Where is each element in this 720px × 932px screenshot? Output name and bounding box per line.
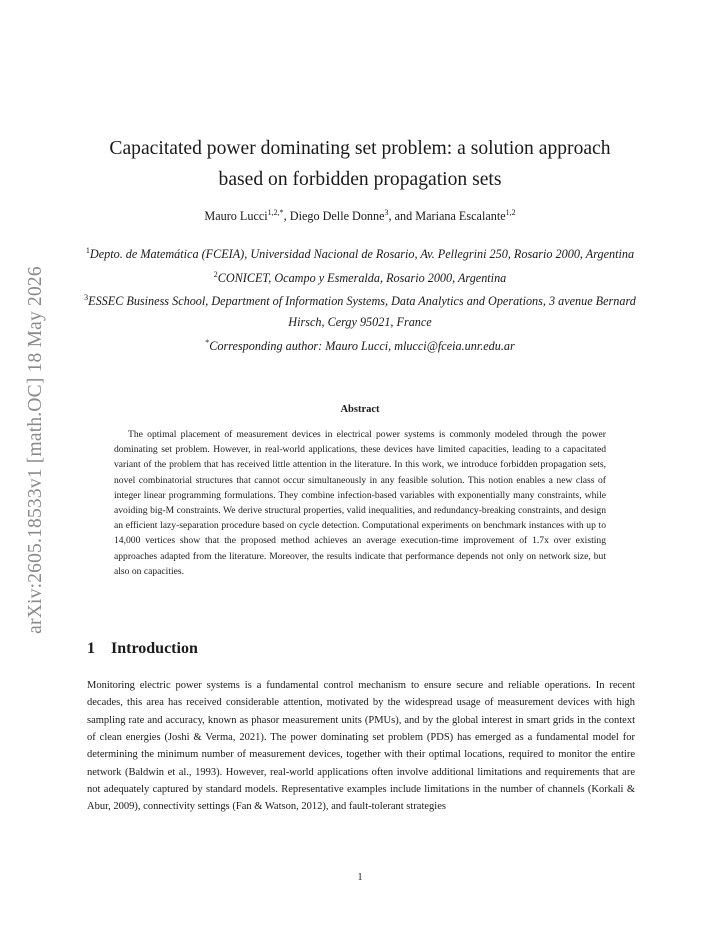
affiliation-marker: * xyxy=(205,337,210,347)
author-list xyxy=(80,208,640,224)
introduction-body: Monitoring electric power systems is a fundamental control mechanism to ensure secure and reliable operations. In recent decades, this area has received considerable attention, motivated by the widespread usage of measurement devices with high sampling rate and accuracy, known as phasor measurement units (PMUs), and by the global interest in smart grids in the context of clean energies (Joshi & Verma, 2021). The power dominating set problem (PDS) has emerged as a fundamental model for determining the minimum number of measurement devices, together with their optimal locations, required to monitor the entire network (Baldwin et al., 1993). However, real-world applications often involve additional limitations and requirements that are not adequately captured by standard models. Representative examples include limitations in the number of channels (Korkali & Abur, 2009), connectivity settings (Fan & Watson, 2012), and fault-tolerant strategies xyxy=(87,680,635,813)
author-affil-marker: 1,2 xyxy=(505,208,516,217)
affiliation-text: ESSEC Business School, Department of Information Systems, Data Analytics and Operations, 3 avenue Bernard Hirsch, Cergy 95021, France xyxy=(88,294,636,329)
affiliation-marker: 3 xyxy=(84,293,89,303)
affiliation-list xyxy=(80,241,640,356)
title-line-1: Capacitated power dominating set problem: a solution approach xyxy=(109,138,611,159)
affiliation-marker: 1 xyxy=(85,246,90,255)
affiliation-text: Corresponding author: Mauro Lucci, mlucci@fceia.unr.edu.ar xyxy=(209,338,515,353)
affiliation-marker: 2 xyxy=(213,269,218,279)
abstract-heading: Abstract xyxy=(340,404,380,415)
author-affil-marker: 3 xyxy=(384,208,389,217)
author-name: Diego Delle Donne xyxy=(289,209,385,224)
corresponding-author xyxy=(80,333,640,357)
author-affil-marker: 1,2,* xyxy=(267,208,284,217)
author-name: Mauro Lucci xyxy=(204,209,268,224)
author-separator: , xyxy=(283,209,290,224)
section-title: Introduction xyxy=(111,640,198,657)
affiliation-text: CONICET, Ocampo y Esmeralda, Rosario 2000, Argentina xyxy=(217,270,507,285)
author-name: Mariana Escalante xyxy=(415,209,506,224)
section-number: 1 xyxy=(87,640,95,657)
page-number: 1 xyxy=(357,872,363,883)
affiliation xyxy=(80,265,640,289)
abstract-body: The optimal placement of measurement devices in electrical power systems is commonly modeled through the power dominating set problem. However, in real-world applications, these devices have limited capacities, leading to a capacitated variant of the problem that has received little attention in the literature. In this work, we introduce forbidden propagation sets, novel combinatorial structures that cannot occur simultaneously in any feasible solution. This notion enables a new class of integer linear programming formulations. They combine infection-based variables with exponentially many constraints, while avoiding big-M constraints. We derive structural properties, valid inequalities, and redundancy-breaking constraints, and design an efficient lazy-separation procedure based on cycle detection. Computational experiments on benchmark instances with up to 14,000 vertices show that the proposed method achieves an average execution-time improvement of 1.7x over existing approaches adapted from the literature. Moreover, the results indicate that performance depends not only on network size, but also on capacities. xyxy=(114,429,606,577)
arxiv-stamp xyxy=(16,240,56,660)
title-line-2: based on forbidden propagation sets xyxy=(218,169,502,190)
paper-title xyxy=(80,133,640,195)
affiliation-text: Depto. de Matemática (FCEIA), Universidad Nacional de Rosario, Av. Pellegrini 250, Rosario 2000, Argentina xyxy=(89,247,635,262)
section-heading xyxy=(87,640,198,658)
affiliation xyxy=(80,241,640,265)
author-separator: , and xyxy=(388,209,416,224)
affiliation xyxy=(80,288,640,332)
arxiv-id: arXiv:2605.18533v1 [math.OC] 18 May 2026 xyxy=(25,266,47,634)
